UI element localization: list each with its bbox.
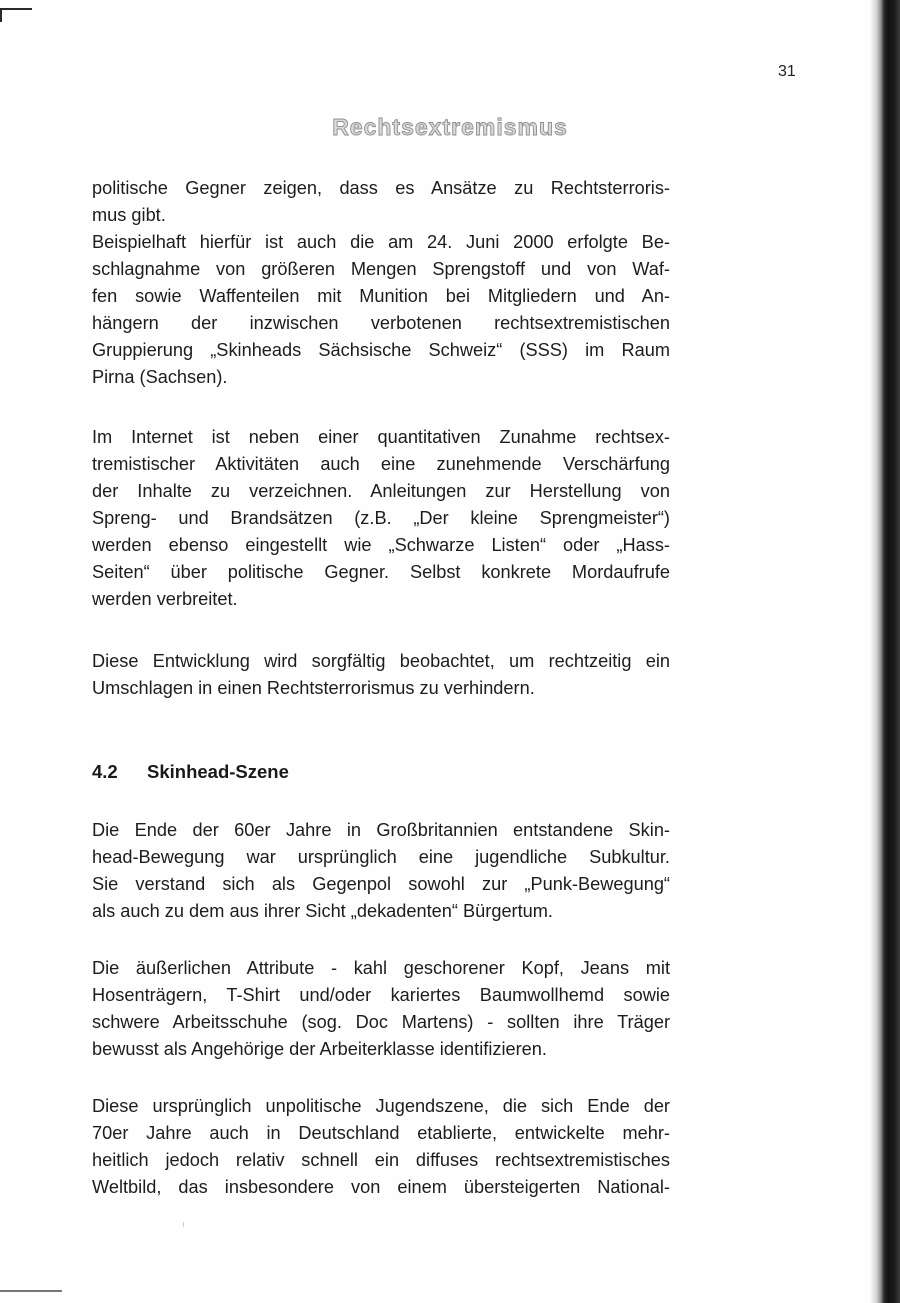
text-line: mus gibt. [92, 205, 166, 225]
text-line: Diese ursprünglich unpolitische Jugendszene, die sich Ende der [92, 1096, 670, 1116]
text-line: schwere Arbeitsschuhe (sog. Doc Martens) - sollten ihre Träger [92, 1012, 670, 1032]
paragraph [92, 424, 670, 613]
text-line: Beispielhaft hierfür ist auch die am 24. Juni 2000 erfolgte Be- [92, 232, 670, 252]
text-line: Hosenträgern, T-Shirt und/oder kariertes Baumwollhemd sowie [92, 985, 670, 1005]
text-line: Weltbild, das insbesondere von einem übersteigerten National- [92, 1177, 670, 1197]
paragraph [92, 175, 670, 229]
text-line: Gruppierung „Skinheads Sächsische Schweiz“ (SSS) im Raum [92, 340, 670, 360]
text-line: hängern der inzwischen verbotenen rechtsextremistischen [92, 313, 670, 333]
crop-mark [0, 8, 2, 22]
paragraph [92, 817, 670, 925]
text-line: head-Bewegung war ursprünglich eine jugendliche Subkultur. [92, 847, 670, 867]
paragraph [92, 229, 670, 391]
section-number: 4.2 [92, 761, 118, 782]
text-line: bewusst als Angehörige der Arbeiterklasse identifizieren. [92, 1039, 547, 1059]
text-line: Im Internet ist neben einer quantitativen Zunahme rechtsex- [92, 427, 670, 447]
paragraph [92, 648, 670, 702]
text-line: Spreng- und Brandsätzen (z.B. „Der kleine Sprengmeister“) [92, 508, 670, 528]
text-line: Die äußerlichen Attribute - kahl geschorener Kopf, Jeans mit [92, 958, 670, 978]
section-heading [92, 761, 289, 783]
book-binding-edge [870, 0, 900, 1303]
crop-mark [0, 8, 32, 10]
text-line: als auch zu dem aus ihrer Sicht „dekadenten“ Bürgertum. [92, 901, 553, 921]
scan-edge-line [0, 1290, 62, 1292]
text-line: der Inhalte zu verzeichnen. Anleitungen zur Herstellung von [92, 481, 670, 501]
text-line: Umschlagen in einen Rechtsterrorismus zu verhindern. [92, 678, 535, 698]
section-title: Skinhead-Szene [147, 761, 289, 782]
text-line: Pirna (Sachsen). [92, 367, 228, 387]
text-line: tremistischer Aktivitäten auch eine zunehmende Verschärfung [92, 454, 670, 474]
text-line: werden ebenso eingestellt wie „Schwarze Listen“ oder „Hass- [92, 535, 670, 555]
scan-speck [183, 1222, 184, 1227]
text-line: Diese Entwicklung wird sorgfältig beobachtet, um rechtzeitig ein [92, 651, 670, 671]
running-header: Rechtsextremismus [332, 114, 568, 140]
paragraph [92, 955, 670, 1063]
text-line: schlagnahme von größeren Mengen Sprengstoff und von Waf- [92, 259, 670, 279]
text-line: heitlich jedoch relativ schnell ein diffuses rechtsextremistisches [92, 1150, 670, 1170]
text-line: werden verbreitet. [92, 589, 238, 609]
text-line: Sie verstand sich als Gegenpol sowohl zur „Punk-Bewegung“ [92, 874, 670, 894]
text-line: fen sowie Waffenteilen mit Munition bei Mitgliedern und An- [92, 286, 670, 306]
text-line: Seiten“ über politische Gegner. Selbst konkrete Mordaufrufe [92, 562, 670, 582]
text-line: 70er Jahre auch in Deutschland etablierte, entwickelte mehr- [92, 1123, 670, 1143]
text-line: Die Ende der 60er Jahre in Großbritannien entstandene Skin- [92, 820, 670, 840]
paragraph [92, 1093, 670, 1201]
page-number: 31 [778, 63, 796, 80]
text-line: politische Gegner zeigen, dass es Ansätze zu Rechtsterroris- [92, 178, 670, 198]
